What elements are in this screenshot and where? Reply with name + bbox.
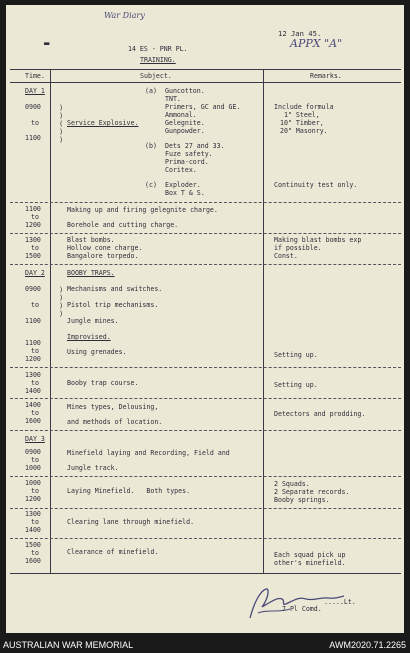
remark-line: Each squad pick up [274, 551, 346, 559]
remarks-column-header: Remarks. [310, 72, 342, 80]
subject-line: Using grenades. [67, 348, 127, 356]
subject-line: Minefield laying and Recording, Field and [67, 449, 230, 457]
subject-line: Jungle track. [67, 464, 119, 472]
remark-line: Detectors and prodding. [274, 410, 366, 418]
subject-line: Laying Minefield. Both types. [67, 487, 191, 495]
table-bottom-rule [10, 573, 401, 574]
unit-title: 14 ES - PNR PL. [128, 45, 188, 53]
subject-line: Mines types, Delousing, [67, 403, 159, 411]
remark-line: Making blast bombs exp [274, 236, 362, 244]
remark-line: 10" Timber, [280, 119, 324, 127]
time-end: 1400 [25, 526, 41, 534]
time-to: to [31, 379, 39, 387]
time-end: 1500 [25, 252, 41, 260]
time-column-rule [50, 69, 51, 573]
header-rule [10, 82, 401, 83]
day-1-label: DAY 1 [25, 87, 45, 95]
archive-reference: AWM2020.71.2265 [329, 640, 406, 650]
subject-line: Making up and firing gelegnite charge. [67, 206, 218, 214]
subject-line: Clearance of minefield. [67, 548, 159, 556]
row-divider [10, 202, 401, 203]
remark-line: Setting up. [274, 351, 318, 359]
time-to: to [31, 119, 39, 127]
remark-line: other's minefield. [274, 559, 346, 567]
explosive-item: TNT. [165, 95, 181, 103]
remark-line: 2 Squads. [274, 480, 310, 488]
time-column-header: Time. [25, 72, 45, 80]
time-to: to [31, 347, 39, 355]
remark-line: Continuity test only. [274, 181, 358, 189]
time-to: to [31, 487, 39, 495]
service-explosive-heading: Service Explosive. [67, 119, 139, 127]
bracket: ) ) ( ) ) [59, 104, 64, 144]
row-divider [10, 233, 401, 234]
time-to: to [31, 456, 39, 464]
subject-line: and methods of location. [67, 418, 163, 426]
item-label-b: (b) [145, 142, 157, 150]
document-title: TRAINING. [140, 56, 176, 64]
time-start: 1000 [25, 479, 41, 487]
explosive-item: Fuze safety. [165, 150, 213, 158]
time-to: to [31, 518, 39, 526]
row-divider [10, 508, 401, 509]
time-end: 1000 [25, 464, 41, 472]
row-divider [10, 264, 401, 265]
subject-line: Blast bombs. [67, 236, 115, 244]
time-end: 1200 [25, 495, 41, 503]
time-start: 0900 [25, 103, 41, 111]
improvised-heading: Improvised. [67, 333, 111, 341]
time-to: to [31, 244, 39, 252]
subject-line: Mechanisms and switches. [67, 285, 163, 293]
archive-footer [0, 636, 410, 653]
time-start: 1300 [25, 371, 41, 379]
time-start: 1300 [25, 510, 41, 518]
explosive-item: Box T & S. [165, 189, 205, 197]
time-to: to [31, 301, 39, 309]
row-divider [10, 398, 401, 399]
booby-traps-heading: BOOBY TRAPS. [67, 269, 115, 277]
dash-mark: ▬ [44, 39, 50, 49]
remark-line: 1" Steel, [284, 111, 320, 119]
time-start: 1100 [25, 339, 41, 347]
appendix-label: APPX "A" [290, 37, 343, 50]
remark-line: Setting up. [274, 381, 318, 389]
time-to: to [31, 213, 39, 221]
time-start: 0900 [25, 448, 41, 456]
subject-line: Bangalore torpedo. [67, 252, 139, 260]
time-end: 1400 [25, 387, 41, 395]
explosive-item: Primers, GC and GE. [165, 103, 241, 111]
subject-line: Booby trap course. [67, 379, 139, 387]
subject-column-header: Subject. [140, 72, 172, 80]
bracket: ) ) ) ) [59, 286, 64, 318]
time-start: 1500 [25, 541, 41, 549]
time-end: 1100 [25, 134, 41, 142]
remark-line: Booby springs. [274, 496, 330, 504]
row-divider [10, 430, 401, 431]
time-end: 1600 [25, 417, 41, 425]
subject-line: Borehole and cutting charge. [67, 221, 179, 229]
row-divider [10, 476, 401, 477]
explosive-item: Exploder. [165, 181, 201, 189]
handwritten-note: War Diary [104, 11, 145, 20]
explosive-item: Ammonal. [165, 111, 197, 119]
time-end: 1600 [25, 557, 41, 565]
explosive-item: Coritex. [165, 166, 197, 174]
remark-line: 2 Separate records. [274, 488, 350, 496]
time-start: 1100 [25, 205, 41, 213]
explosive-item: Prima-cord. [165, 158, 209, 166]
remark-line: Const. [274, 252, 298, 260]
explosive-item: Guncotton. [165, 87, 205, 95]
item-label-a: (a) [145, 87, 157, 95]
table-top-rule [10, 69, 401, 70]
time-start: 1400 [25, 401, 41, 409]
report-date: 12 Jan 45. [278, 29, 322, 38]
explosive-item: Gunpowder. [165, 127, 205, 135]
row-divider [10, 367, 401, 368]
remark-line: 20" Masonry. [280, 127, 328, 135]
time-end: 1200 [25, 355, 41, 363]
remarks-column-rule [263, 69, 264, 573]
time-start: 0900 [25, 285, 41, 293]
row-divider [10, 538, 401, 539]
time-end: 1100 [25, 317, 41, 325]
subject-line: Hollow cone charge. [67, 244, 143, 252]
subject-line: Pistol trip mechanisms. [67, 301, 159, 309]
remark-line: if possible. [274, 244, 322, 252]
subject-line: Clearing lane through minefield. [67, 518, 195, 526]
signature-rank: .....Lt. [324, 598, 356, 606]
day-2-label: DAY 2 [25, 269, 45, 277]
explosive-item: Gelegnite. [165, 119, 205, 127]
time-start: 1300 [25, 236, 41, 244]
time-end: 1200 [25, 221, 41, 229]
subject-line: Jungle mines. [67, 317, 119, 325]
item-label-c: (c) [145, 181, 157, 189]
day-3-label: DAY 3 [25, 435, 45, 443]
explosive-item: Dets 27 and 33. [165, 142, 225, 150]
archive-name: AUSTRALIAN WAR MEMORIAL [3, 640, 134, 650]
time-to: to [31, 409, 39, 417]
signature-title: 7 Pl Comd. [282, 605, 322, 613]
time-to: to [31, 549, 39, 557]
remark-line: Include formula [274, 103, 334, 111]
